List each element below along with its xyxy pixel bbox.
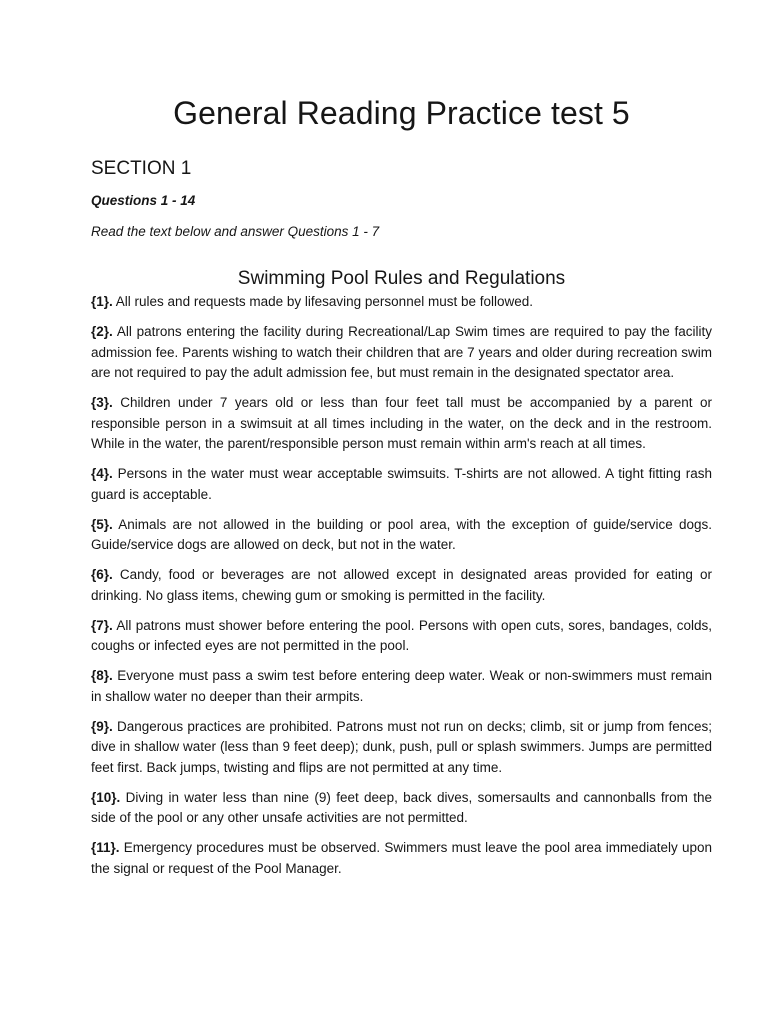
rule-11 — [91, 838, 712, 879]
rule-number: {7}. — [91, 617, 113, 633]
rule-9 — [91, 717, 712, 779]
rule-text: All patrons entering the facility during Recreational/Lap Swim times are required to pay the facility admission fee. Parents wishing to watch their children that are 7 years and older during recreation swim are not required to pay the adult admission fee, but must remain in the designated spectator area. — [91, 324, 712, 380]
rule-7 — [91, 616, 712, 657]
rule-6 — [91, 565, 712, 606]
rule-number: {3}. — [91, 395, 113, 410]
rule-text: Candy, food or beverages are not allowed except in designated areas provided for eating or drinking. No glass items, chewing gum or smoking is permitted in the facility. — [91, 567, 712, 603]
rule-3 — [91, 393, 712, 455]
rule-text: All patrons must shower before entering the pool. Persons with open cuts, sores, bandages, colds, coughs or infected eyes are not permitted in the pool. — [91, 617, 712, 653]
questions-range: Questions 1 - 14 — [91, 193, 196, 208]
rule-text: Dangerous practices are prohibited. Patrons must not run on decks; climb, sit or jump from fences; dive in shallow water (less than 9 feet deep); dunk, push, pull or splash swimmers. Jumps are permitted feet first. Back jumps, twisting and flips are not permitted at any time. — [91, 718, 712, 775]
page-title: General Reading Practice test 5 — [173, 95, 630, 131]
rule-10 — [91, 788, 712, 829]
rule-2 — [91, 322, 712, 384]
rule-text: All rules and requests made by lifesaving personnel must be followed. — [112, 294, 534, 309]
rule-number: {11}. — [91, 840, 120, 855]
rule-number: {6}. — [91, 567, 113, 582]
rule-text: Animals are not allowed in the building or pool area, with the exception of guide/service dogs. Guide/service dogs are allowed on deck, but not in the water. — [91, 516, 712, 552]
rule-4 — [91, 464, 712, 505]
rule-number: {9}. — [91, 718, 113, 734]
rule-text: Everyone must pass a swim test before entering deep water. Weak or non-swimmers must remain in shallow water no deeper than their armpits. — [91, 668, 712, 704]
rule-text: Children under 7 years old or less than four feet tall must be accompanied by a parent or responsible person in a swimsuit at all times including in the water, on the deck and in the restroom. While in the water, the parent/responsible person must remain within arm's reach at all times. — [91, 395, 712, 451]
rule-number: {4}. — [91, 466, 113, 481]
rule-8 — [91, 666, 712, 707]
rule-number: {1}. — [91, 294, 113, 309]
rule-5 — [91, 515, 712, 556]
section-heading: SECTION 1 — [91, 158, 192, 179]
rule-text: Emergency procedures must be observed. Swimmers must leave the pool area immediately upon the signal or request of the Pool Manager. — [91, 840, 712, 876]
rule-text: Diving in water less than nine (9) feet deep, back dives, somersaults and cannonballs from the side of the pool or any other unsafe activities are not permitted. — [91, 789, 712, 825]
rule-number: {5}. — [91, 516, 113, 532]
rule-1 — [91, 292, 712, 313]
rule-text: Persons in the water must wear acceptable swimsuits. T-shirts are not allowed. A tight fitting rash guard is acceptable. — [91, 466, 712, 502]
instruction-text: Read the text below and answer Questions 1 - 7 — [91, 224, 380, 239]
passage-title: Swimming Pool Rules and Regulations — [237, 268, 566, 289]
rules-list — [91, 292, 712, 879]
rule-number: {8}. — [91, 668, 113, 683]
rule-number: {10}. — [91, 789, 121, 805]
rule-number: {2}. — [91, 324, 113, 339]
